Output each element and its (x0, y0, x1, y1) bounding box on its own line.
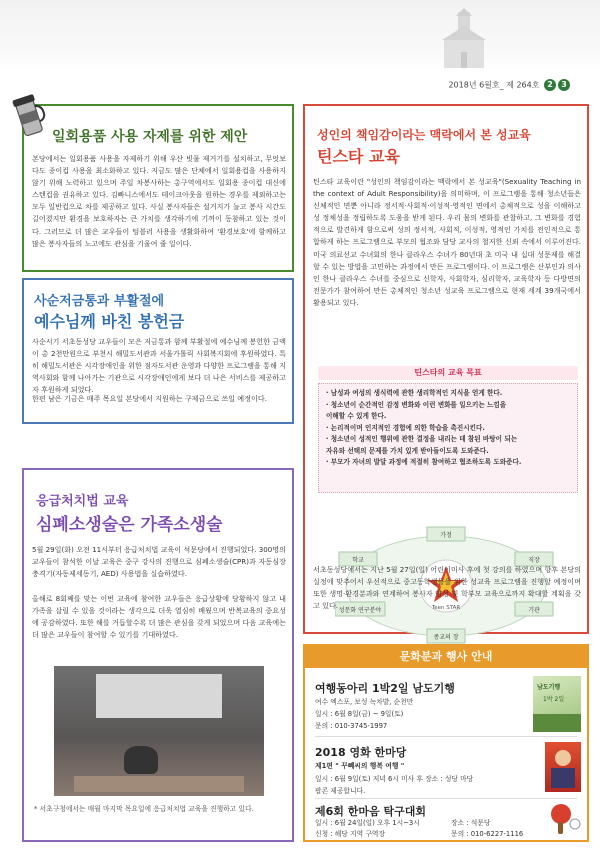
tumbler-icon (10, 94, 50, 140)
node-label: 직장 (528, 557, 540, 564)
goal-item: · 부모가 자녀의 발달 과정에 적절히 참여하고 협조하도록 도와준다. (326, 458, 522, 466)
event3-line: 일시 : 6월 24일(일) 오후 1시~3시 (315, 819, 420, 827)
cpr-training-photo (54, 666, 264, 796)
goal-item: · 청소년이 성적인 행위에 관한 결정을 내리는 데 참된 바탕이 되는 (326, 435, 518, 443)
teenstar-title-small: 성인의 책임감이라는 맥락에서 본 성교육 (317, 128, 531, 142)
donation-title-line2: 예수님께 바친 봉헌금 (34, 312, 185, 331)
poster-field (533, 714, 581, 732)
goal-item: 이해할 수 있게 한다. (326, 412, 387, 420)
page-header (0, 0, 600, 92)
cpr-body: 5월 29일(화) 오전 11시부터 응급처치법 교육이 석문당에서 진행되었다. 300명의 교우들이 참석한 이날 교육은 중구 강사의 진행으로 심폐소생술(CPR)과 자동심장충격기(자동제세동기, AED) 사용법을 실습하였다. (32, 545, 286, 579)
movie-poster (545, 742, 581, 792)
travel-poster (533, 676, 581, 732)
ping-pong-icon (549, 802, 583, 836)
event3-line-right: 장소 : 석문당 (451, 819, 491, 827)
diagram-center-label: Teen STAR (431, 605, 461, 611)
node-label: 종교의 장 (433, 634, 459, 641)
event2-subtitle: 제1편 " 꾸뻬씨의 행복 여행 " (315, 762, 405, 770)
event3-title: 제6회 한마음 탁구대회 (315, 805, 426, 818)
goal-list (318, 383, 578, 493)
goal-item: · 논리적이며 인지적인 경험에 의한 학습을 촉진시킨다. (326, 423, 485, 432)
donation-article (22, 278, 294, 424)
floor (74, 776, 244, 792)
cpr-caption: * 서초구청에서는 매월 마지막 목요일에 응급처치법 교육을 진행하고 있다. (34, 805, 254, 813)
event2-line: 팝콘 제공합니다. (315, 787, 366, 795)
poster-face (555, 750, 571, 766)
event2-line: 일시 : 6월 9일(토) 저녁 6시 미사 후 장소 : 성당 마당 (315, 775, 474, 783)
poster-body (551, 768, 575, 788)
donation-body-2: 한편 남은 기금은 매주 목요일 본당에서 지원하는 구제금으로 쓰일 예정이다. (32, 394, 267, 403)
node-label: 성문화 연구분야 (338, 607, 382, 614)
event-divider (315, 736, 577, 737)
event1-line: 문의 : 010-3745-1997 (315, 722, 388, 730)
church-banner (0, 0, 600, 70)
supplies-article (22, 104, 294, 272)
node-label: 학교 (352, 557, 364, 564)
cpr-title-line1: 응급처치법 교육 (36, 494, 129, 509)
event-divider (315, 798, 577, 799)
issue-info (448, 79, 570, 91)
issue-label: 2018년 6월호_ 제 264호 (448, 80, 540, 90)
supplies-body: 본당에서는 일회용품 사용을 자제하기 위해 우산 빗물 제거기를 설치하고, 무엇보다도 종이컵 사용을 최소화하고 있다. 지금도 많은 단체에서 일회용컵을 사용하지 않기 위해 노력하고 있으며 주일 차봉사하는 총구역에서도 일회용 종이컵 대신에 스텐컵을 권유하고 있다. 김빠니스에서도 테이크아웃을 원하는 경우를 제외하고는 모두 일반컵으로 차를 제공하고 있다. 사실 봉사자들은 설거지가 늘고 봉사 시간도 길어졌지만 환경을 보호하자는 큰 가치를 생각하기에 기꺼이 동참하고 있는 것이다. 그러므로 더 많은 교우들이 텀블러 사용을 생활화하여 '환경보호'에 함께하고 많은 봉사자들의 노고에도 관심을 기울여 줄 일이다. (32, 154, 286, 248)
culture-heading: 문화분과 행사 안내 (305, 646, 587, 668)
teenstar-body: 틴스타 교육이란 "성인의 책임감이라는 맥락에서 본 성교육"(Sexuality Teaching in the context of Adult Responsibility)을 의미하며, 이 프로그램을 통해 청소년들은 신체적인 면뿐 아니라 정서적·사회적·이성적·영적인 면에서 총체적으로 성을 이해하고 성 정체성을 정립하도록 도움을 받게 된다. 우리 몸의 변화를 관찰하고, 그 변화를 경험적으로 발견하게 함으로써 성의 정서적, 사회적, 이성적, 영적인 가치를 전인적으로 통합하게 하는 프로그램으로 부모의 협조와 담당 교사의 철저한 신뢰 속에서 이루어진다. 미국 의료선교 수녀회의 한나 클라우스 수녀가 80년대 초 미국 내 십대 성문제를 해결할 수 있는 방법을 고민하는 과정에서 만든 프로그램이다. 이 프로그램은 산부인과 의사인 한나 클라우스 수녀를 중심으로 신학자, 사회학자, 심리학자, 교육학자 등 다방면의 전문가가 참여하여 만든 총체적인 청소년 성교육 프로그램으로 현재 세계 39개국에서 활용되고 있다. (313, 177, 581, 307)
cpr-title-line2: 심폐소생술은 가족소생술 (36, 515, 223, 535)
page-number-left: 2 (544, 79, 556, 91)
teenstar-article (303, 104, 589, 641)
event1-title: 여행동아리 1박2일 남도기행 (315, 682, 455, 695)
donation-title-line1: 사순저금통과 부활절에 (34, 294, 165, 309)
church-illustration (440, 8, 488, 68)
teenstar-body-2: 서초동성당에서는 지난 5월 27일(일) 어린이미사 후에 첫 강의를 하였으며 향후 본당의 실정에 맞추어서 우선적으로 중고등학생들을 위한 성교육 프로그램을 진행할 예정이며 또한 생명·환경분과와 연계하여 봉사자 양성 및 학부모 교육으로까지 확대할 계획을 갖고 있다. (313, 565, 581, 611)
goal-item: 자유와 선택의 문제를 가치 있게 받아들이도록 도와준다. (326, 446, 489, 455)
poster-title: 남도기행 (537, 684, 561, 691)
goal-item: · 남성과 여성의 생식력에 관한 생리학적인 지식을 얻게 한다. (326, 389, 503, 397)
page-number-right: 3 (558, 79, 570, 91)
cpr-article (22, 468, 294, 842)
goal-item: · 청소년이 순간적인 감정 변화와 이런 변화를 일으키는 느낌을 (326, 400, 507, 409)
goal-title: 틴스타의 교육 목표 (318, 366, 578, 380)
event3-line-right: 문의 : 010-6227-1116 (451, 830, 524, 838)
donation-body: 사순시기 서초동성당 교우들이 모은 저금통과 함께 부활절에 예수님께 봉헌한 금액이 총 2천만원으로 부천시 해밀도서관과 서울가톨릭 사회복지회에 후원하였다. 특히 해밀도서관은 시각장애인을 위한 점자도서관 운영과 다양한 프로그램을 통해 지역사회와 함께 나아가는 기관으로 시각장애인에게 보다 더 나은 서비스를 제공하고자 후원하게 되었다. (32, 337, 286, 395)
event1-line: 여수 엑스포, 보성 녹차밭, 순천만 (315, 698, 414, 706)
culture-events (303, 644, 589, 842)
event3-line: 신청 : 해당 지역 구역장 (315, 830, 386, 838)
event2-title: 2018 영화 한마당 (315, 746, 407, 759)
event1-line: 일시 : 6월 8일(금) ~ 9일(토) (315, 710, 404, 718)
teenstar-title-large: 틴스타 교육 (317, 147, 400, 166)
poster-subtitle: 1박 2일 (543, 696, 565, 703)
instructor-figure (124, 746, 158, 774)
projection-screen (96, 674, 222, 718)
cpr-body-2: 올해로 8회째를 맞는 이번 교육에 참여한 교우들은 응급상황에 당황하지 않고 내 가족을 살릴 수 있을 것이라는 생각으로 더욱 열심히 배웠으며 반복교육의 중요성에 공감하였다. 또한 해를 거듭할수록 더 많은 관심을 갖게 되었으며 다음 교육에는 더 많은 교우들이 참여할 수 있기를 기대하였다. (32, 594, 286, 640)
supplies-title: 일회용품 사용 자제를 위한 제안 (52, 129, 248, 145)
node-label: 기관 (528, 607, 540, 614)
node-label: 가정 (440, 532, 452, 539)
